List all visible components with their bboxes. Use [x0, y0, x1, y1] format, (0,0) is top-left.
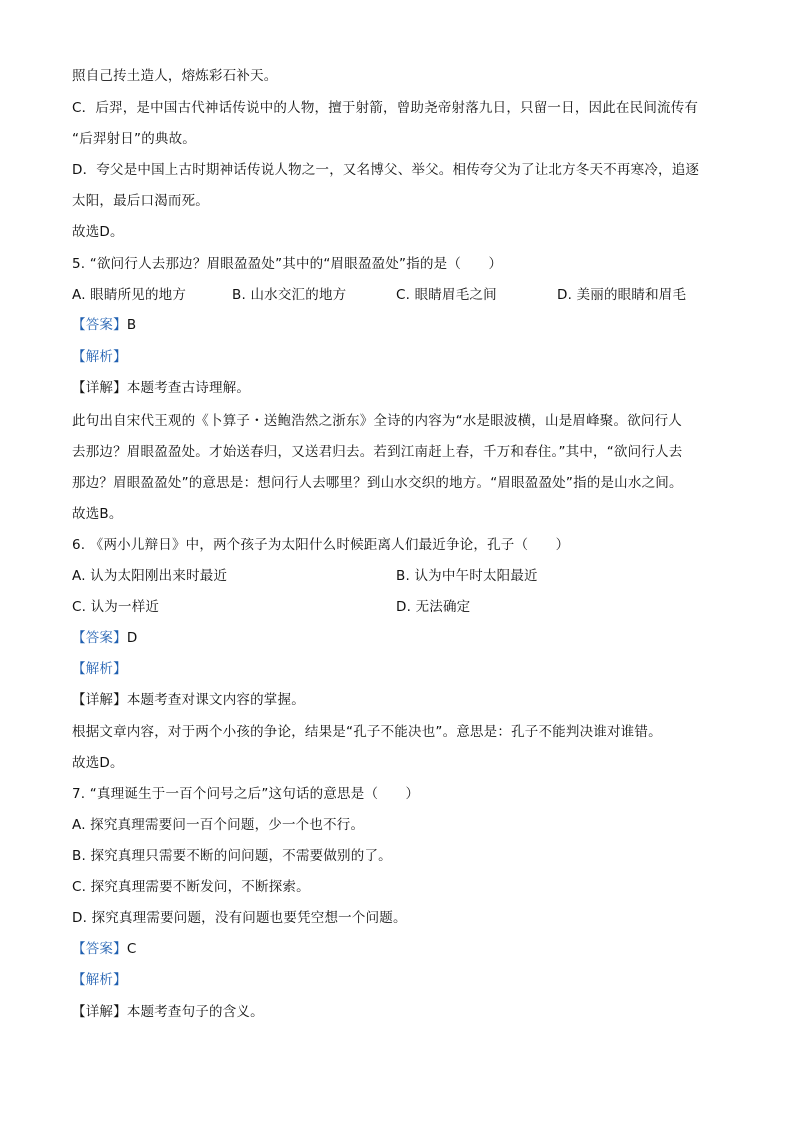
q5-option-a: A. 眼睛所见的地方	[72, 287, 187, 303]
q6-conclusion: 故选D。	[72, 755, 124, 771]
q5-answer	[72, 315, 732, 335]
q5-option-c: C. 眼睛眉毛之间	[396, 287, 497, 303]
answer-value: C	[126, 941, 137, 957]
detail-text: 本题考查对课文内容的掌握。	[126, 692, 305, 708]
detail-tag: 【详解】	[72, 380, 127, 396]
q5-analysis-tag	[72, 347, 732, 367]
q7-detail	[72, 1002, 732, 1022]
q5-body-line: 此句出自宋代王观的《卜算子・送鲍浩然之浙东》全诗的内容为“水是眼波横，山是眉峰聚。欲问行人	[72, 413, 682, 429]
text-line: C．后羿，是中国古代神话传说中的人物，擅于射箭，曾助尧帝射落九日，只留一日，因此在民间流传有	[72, 100, 699, 116]
question-7: 7. “真理诞生于一百个问号之后”这句话的意思是（ ）	[72, 786, 420, 802]
q5-body-line: 那边？眉眼盈盈处”的意思是：想问行人去哪里？到山水交织的地方。“眉眼盈盈处”指的是山水之间。	[72, 475, 683, 491]
q6-analysis-tag	[72, 659, 732, 679]
detail-tag: 【详解】	[72, 1004, 127, 1020]
q5-conclusion: 故选B。	[72, 506, 123, 522]
q7-option-a: A. 探究真理需要问一百个问题，少一个也不行。	[72, 817, 365, 833]
q6-body-line: 根据文章内容，对于两个小孩的争论，结果是“孔子不能决也”。意思是：孔子不能判决谁对谁错。	[72, 724, 662, 740]
q5-option-d: D. 美丽的眼睛和眉毛	[557, 287, 687, 303]
q5-detail	[72, 378, 732, 398]
q6-option-a: A. 认为太阳刚出来时最近	[72, 568, 228, 584]
q7-option-b: B. 探究真理只需要不断的问问题，不需要做别的了。	[72, 848, 392, 864]
analysis-tag: 【解析】	[72, 972, 127, 988]
analysis-tag: 【解析】	[72, 349, 127, 365]
answer-tag: 【答案】	[72, 941, 127, 957]
question-5: 5. “欲问行人去那边？眉眼盈盈处”其中的“眉眼盈盈处”指的是（ ）	[72, 256, 503, 272]
q5-body-line: 去那边？眉眼盈盈处。才始送春归，又送君归去。若到江南赶上春，千万和春住。”其中，“欲问行人去	[72, 444, 683, 460]
answer-tag: 【答案】	[72, 317, 127, 333]
q7-option-c: C. 探究真理需要不断发问，不断探索。	[72, 879, 310, 895]
answer-tag: 【答案】	[72, 630, 127, 646]
q7-analysis-tag	[72, 970, 732, 990]
text-line: 太阳，最后口渴而死。	[72, 193, 209, 209]
question-6: 6. 《两小儿辩日》中，两个孩子为太阳什么时候距离人们最近争论，孔子（ ）	[72, 537, 570, 553]
text-line: “后羿射日”的典故。	[72, 131, 196, 147]
answer-value: B	[126, 317, 137, 333]
q5-option-b: B. 山水交汇的地方	[232, 287, 347, 303]
detail-text: 本题考查古诗理解。	[126, 380, 251, 396]
analysis-tag: 【解析】	[72, 661, 127, 677]
q6-option-c: C. 认为一样近	[72, 599, 160, 615]
q6-option-d: D. 无法确定	[396, 599, 471, 615]
q6-detail	[72, 690, 732, 710]
text-line: 照自己抟土造人，熔炼彩石补天。	[72, 68, 278, 84]
text-line: D．夸父是中国上古时期神话传说人物之一，又名博父、举父。相传夸父为了让北方冬天不再寒冷，追逐	[72, 162, 700, 178]
q7-answer	[72, 939, 732, 959]
q7-option-d: D. 探究真理需要问题，没有问题也要凭空想一个问题。	[72, 910, 407, 926]
detail-text: 本题考查句子的含义。	[126, 1004, 264, 1020]
answer-value: D	[126, 630, 138, 646]
q6-option-b: B. 认为中午时太阳最近	[396, 568, 538, 584]
detail-tag: 【详解】	[72, 692, 127, 708]
q6-answer	[72, 628, 732, 648]
text-line: 故选D。	[72, 224, 124, 240]
